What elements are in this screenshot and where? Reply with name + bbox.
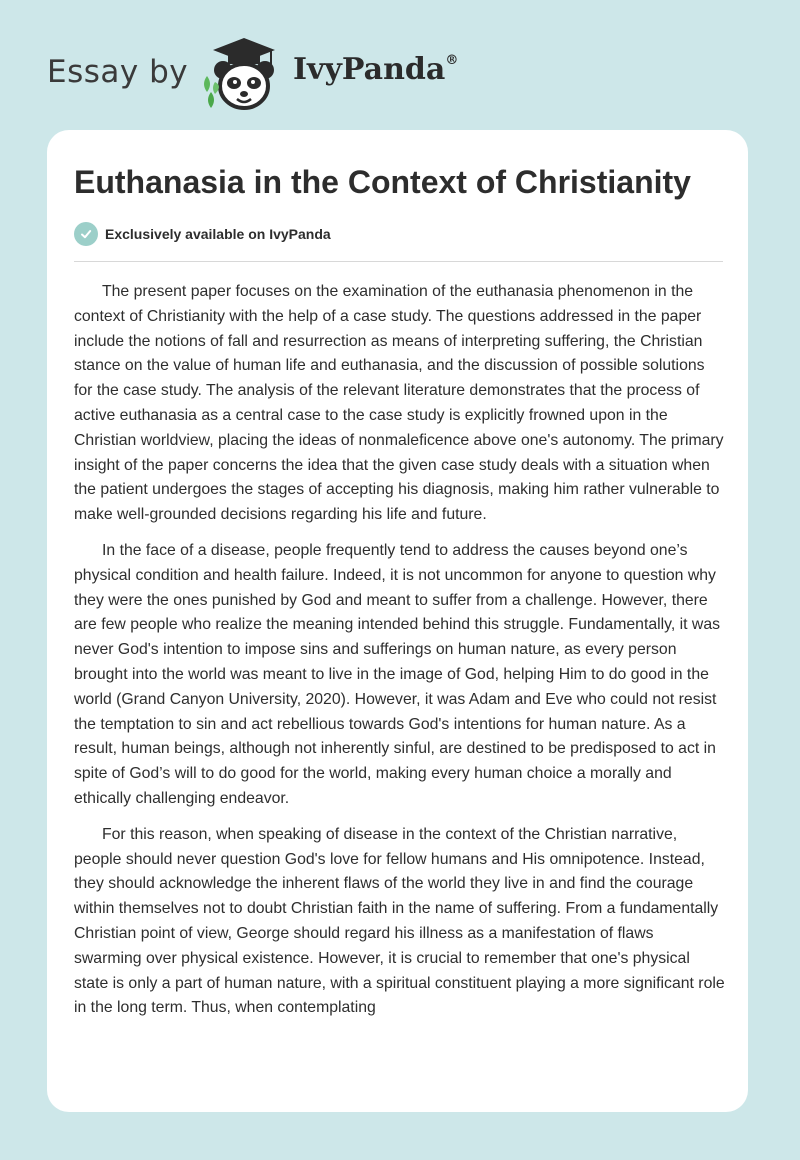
exclusive-badge [74,222,331,246]
logo-brand-text [293,52,458,87]
exclusive-badge-label: Exclusively available on IvyPanda [105,226,331,242]
essay-paragraph: The present paper focuses on the examination of the euthanasia phenomenon in the context of Christianity with the help of a case study. The questions addressed in the paper include the notions of fall and resurrection as means of interpreting suffering, the Christian stance on the value of human life and euthanasia, and the discussion of possible solutions for the case study. The analysis of the relevant literature demonstrates that the process of active euthanasia as a central case to the case study is explicitly frowned upon in the Christian worldview, placing the ideas of nonmaleficence above one's autonomy. The primary insight of the paper concerns the idea that the given case study deals with a situation when the patient undergoes the stages of accepting his diagnosis, making him rather vulnerable to make well-grounded decisions regarding his life and future. [74,283,724,524]
panda-graduate-icon [201,36,287,112]
registered-mark: ® [445,53,459,68]
page-title: Euthanasia in the Context of Christianity [74,164,691,200]
essay-body [74,280,725,1032]
essay-paragraph: In the face of a disease, people frequently tend to address the causes beyond one’s physical condition and health failure. Indeed, it is not uncommon for anyone to question why they were the ones punished by God and meant to suffer from a challenge. However, there are few people who realize the meaning intended behind this struggle. Fundamentally, it was never God's intention to impose sins and sufferings on human nature, as every person brought into the world was meant to live in the image of God, helping Him to do good in the world (Grand Canyon University, 2020). However, it was Adam and Eve who could not resist the temptation to sin and act rebellious towards God's intentions for human nature. As a result, human beings, although not inherently sinful, are destined to be predisposed to act in spite of God’s will to do good for the world, making every human choice a morally and ethically challenging endeavor. [74,541,721,807]
site-logo[interactable] [47,30,467,110]
title-divider [74,261,723,262]
logo-essay-by-text: Essay by [47,54,189,90]
essay-paragraph: For this reason, when speaking of disease in the context of the Christian narrative, people should never question God's love for fellow humans and His omnipotence. Instead, they should acknowledge the inherent flaws of the world they live in and find the courage within themselves not to doubt Christian faith in the name of suffering. From a fundamentally Christian point of view, George should regard his illness as a manifestation of flaws swarming over physical existence. However, it is crucial to remember that one's physical state is only a part of human nature, with a spiritual constituent playing a more significant role in the long term. Thus, when contemplating [74,825,725,1017]
logo-brand-name: IvyPanda [293,52,446,87]
check-circle-icon [74,222,98,246]
essay-card [47,130,748,1112]
